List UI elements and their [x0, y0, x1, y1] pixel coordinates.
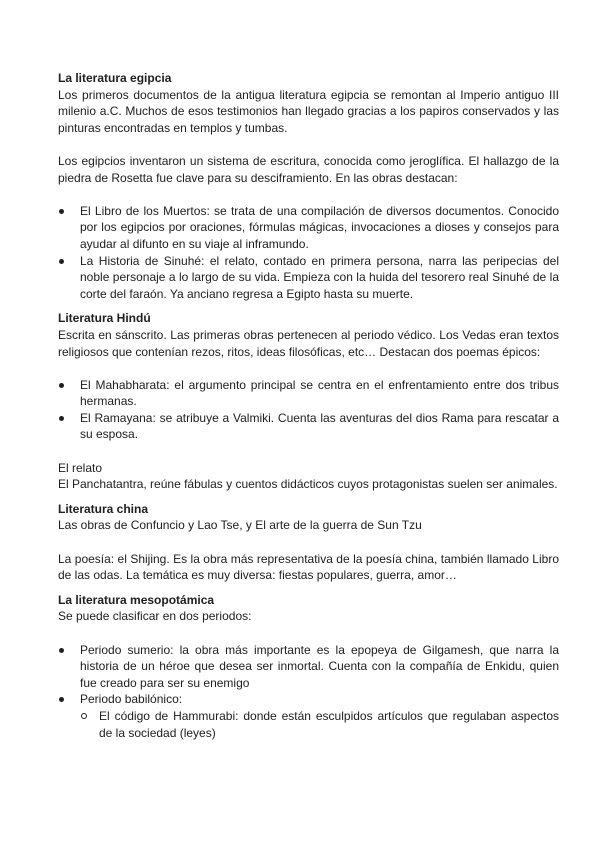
list-item: El Ramayana: se atribuye a Valmiki. Cuenta las aventuras del dios Rama para rescatar a su esposa. — [58, 410, 559, 443]
list-item: El Libro de los Muertos: se trata de una compilación de diversos documentos. Conocido por los egipcios por oraciones, fórmulas mágicas, invocaciones a dioses y consejos para ayudar al difunto en su viaje al inframundo. — [58, 203, 559, 253]
bullet-icon — [59, 209, 64, 214]
section-heading-hindu: Literatura Hindú — [58, 311, 151, 326]
list-item: Periodo sumerio: la obra más importante es la epopeya de Gilgamesh, que narra la historia de un héroe que desea ser inmortal. Cuenta con la compañía de Enkidu, quien fue creado para ser su enemigo — [58, 642, 559, 692]
hollow-bullet-icon — [81, 713, 87, 719]
paragraph: Se puede clasificar en dos periodos: — [58, 609, 252, 624]
section-heading-china: Literatura china — [58, 501, 149, 516]
list-item: El Mahabharata: el argumento principal se centra en el enfrentamiento entre dos tribus hermanas. — [58, 377, 559, 410]
bullet-list — [58, 377, 559, 443]
paragraph: Los egipcios inventaron un sistema de escritura, conocida como jeroglífica. El hallazgo de la piedra de Rosetta fue clave para su desciframiento. En las obras destacan: — [58, 153, 559, 185]
document-page — [58, 70, 559, 741]
paragraph: Los primeros documentos de la antigua literatura egipcia se remontan al Imperio antiguo III milenio a.C. Muchos de esos testimonios han llegado gracias a los papiros conservados y las pinturas encontradas en templos y tumbas. — [58, 87, 559, 135]
list-item: La Historia de Sinuhé: el relato, contado en primera persona, narra las peripecias del noble personaje a lo largo de su vida. Empieza con la huida del tesorero real Sinuhé de la corte del faraón. Ya anciano regresa a Egipto hasta su muerte. — [58, 253, 559, 303]
sub-list-item: El código de Hammurabi: donde están esculpidos artículos que regulaban aspectos de la sociedad (leyes) — [80, 708, 559, 741]
section-heading-egipcia: La literatura egipcia — [58, 71, 172, 85]
paragraph: Escrita en sánscrito. Las primeras obras pertenecen al periodo védico. Los Vedas eran textos religiosos que contenían rezos, ritos, ideas filosóficas, etc… Destacan dos poemas épicos: — [58, 327, 559, 359]
section-heading-mesopotamica: La literatura mesopotámica — [58, 592, 215, 607]
subheading-relato: El relato — [58, 460, 103, 475]
bullet-list — [58, 203, 559, 303]
bullet-icon — [59, 416, 64, 421]
bullet-icon — [59, 259, 64, 264]
bullet-icon — [59, 697, 64, 702]
paragraph: La poesía: el Shijing. Es la obra más representativa de la poesía china, también llamado Libro de las odas. La temática es muy diversa: fiestas populares, guerra, amor… — [58, 551, 559, 583]
list-item: Periodo babilónico: El código de Hammurabi: donde están esculpidos artículos que regulaban aspectos de la sociedad (leyes) — [58, 691, 559, 741]
bullet-icon — [59, 648, 64, 653]
bullet-icon — [59, 383, 64, 388]
sub-bullet-list — [80, 708, 559, 741]
bullet-list — [58, 642, 559, 742]
paragraph: El Panchatantra, reúne fábulas y cuentos didácticos cuyos protagonistas suelen ser animales. — [58, 477, 558, 492]
paragraph: Las obras de Confuncio y Lao Tse, y El arte de la guerra de Sun Tzu — [58, 518, 422, 533]
